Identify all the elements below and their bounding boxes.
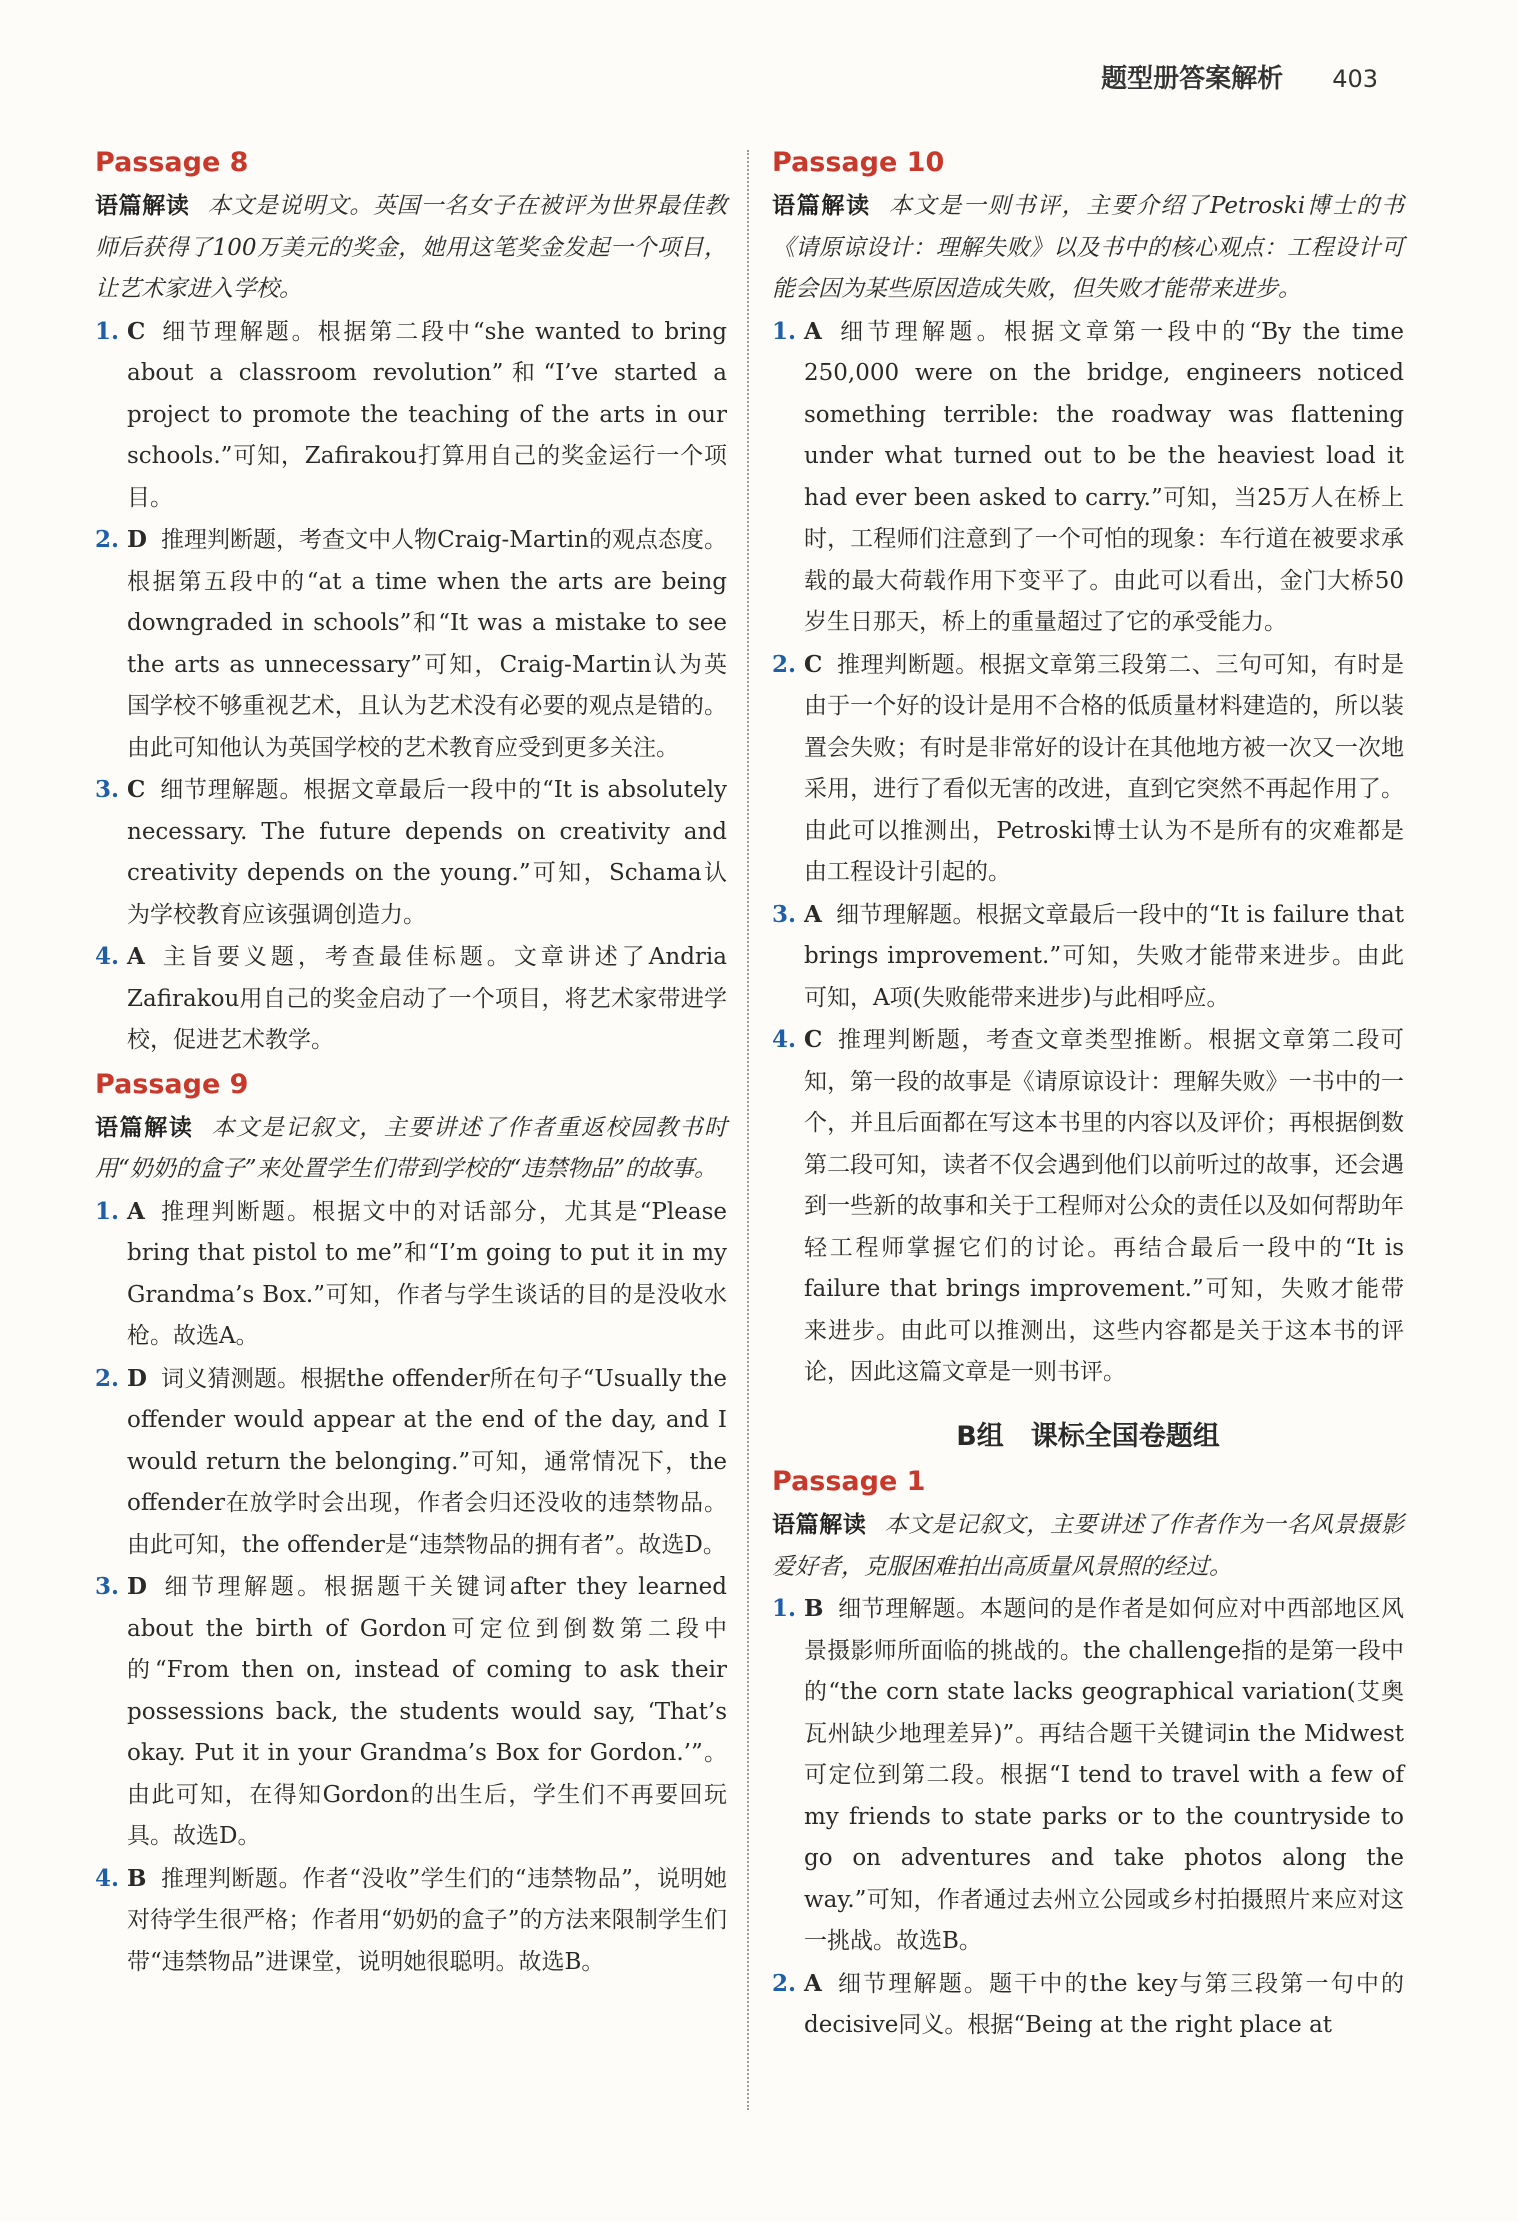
answer-item	[95, 1858, 727, 1984]
passage-intro	[772, 1505, 1404, 1588]
passage-title: Passage 8	[95, 147, 249, 178]
item-text: 推理判断题。作者“没收”学生们的“违禁物品”，说明她对待学生很严格；作者用“奶奶的盒子”的方法来限制学生们带“违禁物品”进课堂，说明她很聪明。故选B。	[127, 1865, 727, 1975]
item-number: 2.	[772, 650, 797, 678]
answer-item	[772, 311, 1404, 644]
item-answer: A	[127, 943, 145, 970]
item-answer: B	[804, 1595, 824, 1622]
passage-intro	[772, 186, 1404, 311]
answer-item	[772, 1588, 1404, 1963]
item-text: 细节理解题。根据第二段中“she wanted to bring about a classroom revolution”和“I’ve started a project to promote the teaching of the arts in our schools.”可知，Zafirakou打算用自己的奖金运行一个项目。	[127, 318, 727, 511]
item-number: 2.	[772, 1969, 797, 1997]
item-answer: D	[127, 1573, 147, 1600]
answer-item	[772, 644, 1404, 894]
item-text: 细节理解题。根据文章第一段中的“By the time 250,000 were on the bridge, engineers noticed something terrible: the roadway was flattening under what turned out to be the heaviest load it had ever been asked to carry.”可知，当25万人在桥上时，工程师们注意到了一个可怕的现象：车行道在被要求承载的最大荷载作用下变平了。由此可以看出，金门大桥50岁生日那天，桥上的重量超过了它的承受能力。	[804, 318, 1404, 635]
item-number: 2.	[95, 526, 120, 553]
item-answer: D	[127, 526, 147, 553]
column-divider	[747, 150, 749, 2110]
passage-title: Passage 1	[772, 1466, 926, 1497]
group-title: B组 课标全国卷题组	[956, 1420, 1220, 1452]
item-number: 2.	[95, 1364, 120, 1392]
item-number: 1.	[95, 1197, 120, 1225]
item-text: 细节理解题。题干中的the key与第三段第一句中的decisive同义。根据“Being at the right place at	[804, 1970, 1404, 2038]
passage-title: Passage 10	[772, 147, 945, 178]
item-number: 4.	[95, 1864, 120, 1892]
item-answer: A	[127, 1197, 145, 1225]
answer-item	[772, 1019, 1404, 1394]
item-answer: A	[804, 900, 822, 928]
item-text: 细节理解题。本题问的是作者是如何应对中西部地区风景摄影师所面临的挑战的。the challenge指的是第一段中的“the corn state lacks geographical variation(艾奥瓦州缺少地理差异)”。再结合题干关键词in the Midwest可定位到第二段。根据“I tend to travel with a few of my friends to state parks or to the countryside to go on adventures and take photos along the way.”可知，作者通过去州立公园或乡村拍摄照片来应对这一挑战。故选B。	[804, 1596, 1404, 1954]
intro-text: 本文是说明文。英国一名女子在被评为世界最佳教师后获得了100万美元的奖金，她用这笔奖金发起一个项目，让艺术家进入学校。	[95, 193, 728, 302]
item-number: 1.	[772, 317, 797, 345]
item-number: 3.	[772, 900, 797, 928]
intro-text: 本文是记叙文，主要讲述了作者重返校园教书时用“奶奶的盒子”来处置学生们带到学校的“违禁物品”的故事。	[95, 1114, 727, 1182]
item-answer: C	[127, 317, 146, 345]
passage-intro	[95, 186, 727, 311]
answer-item	[95, 1358, 727, 1567]
page-header	[1101, 58, 1378, 95]
item-text: 细节理解题。根据题干关键词after they learned about the birth of Gordon可定位到倒数第二段中的“From then on, instead of coming to ask their possessions back, the students would say, ‘That’s okay. Put it in your Grandma’s Box for Gordon.’”。由此可知，在得知Gordon的出生后，学生们不再要回玩具。故选D。	[127, 1574, 727, 1849]
answer-item	[772, 894, 1404, 1020]
item-number: 4.	[95, 943, 120, 970]
intro-label: 语篇解读	[772, 1512, 867, 1538]
answer-item	[95, 519, 727, 769]
passage-intro	[95, 1108, 727, 1191]
item-answer: A	[804, 1969, 822, 1997]
item-text: 推理判断题。根据文中的对话部分，尤其是“Please bring that pistol to me”和“I’m going to put it in my Grandma’s Box.”可知，作者与学生谈话的目的是没收水枪。故选A。	[127, 1198, 727, 1349]
item-number: 4.	[772, 1026, 797, 1053]
item-text: 词义猜测题。根据the offender所在句子“Usually the offender would appear at the end of the day, and I would return the belonging.”可知，通常情况下，the offender在放学时会出现，作者会归还没收的违禁物品。由此可知，the offender是“违禁物品的拥有者”。故选D。	[127, 1365, 727, 1558]
intro-label: 语篇解读	[95, 193, 190, 219]
item-text: 细节理解题。根据文章最后一段中的“It is absolutely necessary. The future depends on creativity and creativity depends on the young.”可知，Schama认为学校教育应该强调创造力。	[127, 777, 727, 928]
item-text: 推理判断题，考查文中人物Craig-Martin的观点态度。根据第五段中的“at a time when the arts are being downgraded in schools”和“It was a mistake to see the arts as unnecessary”可知，Craig-Martin认为英国学校不够重视艺术，且认为艺术没有必要的观点是错的。由此可知他认为英国学校的艺术教育应受到更多关注。	[127, 527, 727, 761]
item-number: 3.	[95, 1573, 120, 1600]
intro-text: 本文是一则书评，主要介绍了Petroski博士的书《请原谅设计：理解失败》以及书中的核心观点：工程设计可能会因为某些原因造成失败，但失败才能带来进步。	[772, 193, 1404, 302]
intro-label: 语篇解读	[772, 193, 871, 219]
answer-item	[95, 769, 727, 936]
item-answer: B	[127, 1864, 147, 1892]
intro-label: 语篇解读	[95, 1114, 194, 1141]
item-number: 3.	[95, 776, 120, 803]
right-column	[772, 140, 1404, 2047]
item-text: 推理判断题。根据文章第三段第二、三句可知，有时是由于一个好的设计是用不合格的低质量材料建造的，所以装置会失败；有时是非常好的设计在其他地方被一次又一次地采用，进行了看似无害的改进，直到它突然不再起作用了。由此可以推测出，Petroski博士认为不是所有的灾难都是由工程设计引起的。	[804, 651, 1404, 885]
passage-title: Passage 9	[95, 1068, 249, 1100]
item-text: 主旨要义题，考查最佳标题。文章讲述了Andria Zafirakou用自己的奖金启动了一个项目，将艺术家带进学校，促进艺术教学。	[127, 944, 727, 1053]
answer-item	[95, 936, 727, 1062]
page-number: 403	[1332, 65, 1378, 93]
item-answer: C	[127, 776, 146, 803]
item-number: 1.	[95, 317, 120, 345]
answer-item	[95, 1566, 727, 1858]
item-answer: C	[804, 1026, 823, 1053]
item-answer: A	[804, 317, 822, 345]
left-column	[95, 140, 727, 1983]
item-answer: D	[127, 1364, 147, 1392]
intro-text: 本文是记叙文，主要讲述了作者作为一名风景摄影爱好者，克服困难拍出高质量风景照的经过。	[772, 1512, 1405, 1580]
answer-item	[772, 1963, 1404, 2047]
item-number: 1.	[772, 1595, 797, 1622]
answer-item	[95, 1191, 727, 1358]
item-answer: C	[804, 650, 823, 678]
item-text: 细节理解题。根据文章最后一段中的“It is failure that brings improvement.”可知，失败才能带来进步。由此可知，A项(失败能带来进步)与此相呼应。	[804, 901, 1404, 1011]
answer-item	[95, 311, 727, 520]
header-title: 题型册答案解析	[1101, 64, 1284, 94]
item-text: 推理判断题，考查文章类型推断。根据文章第二段可知，第一段的故事是《请原谅设计：理解失败》一书中的一个，并且后面都在写这本书里的内容以及评价；再根据倒数第二段可知，读者不仅会遇到他们以前听过的故事，还会遇到一些新的故事和关于工程师对公众的责任以及如何帮助年轻工程师掌握它们的讨论。再结合最后一段中的“It is failure that brings improvement.”可知，失败才能带来进步。由此可以推测出，这些内容都是关于这本书的评论，因此这篇文章是一则书评。	[804, 1027, 1404, 1385]
